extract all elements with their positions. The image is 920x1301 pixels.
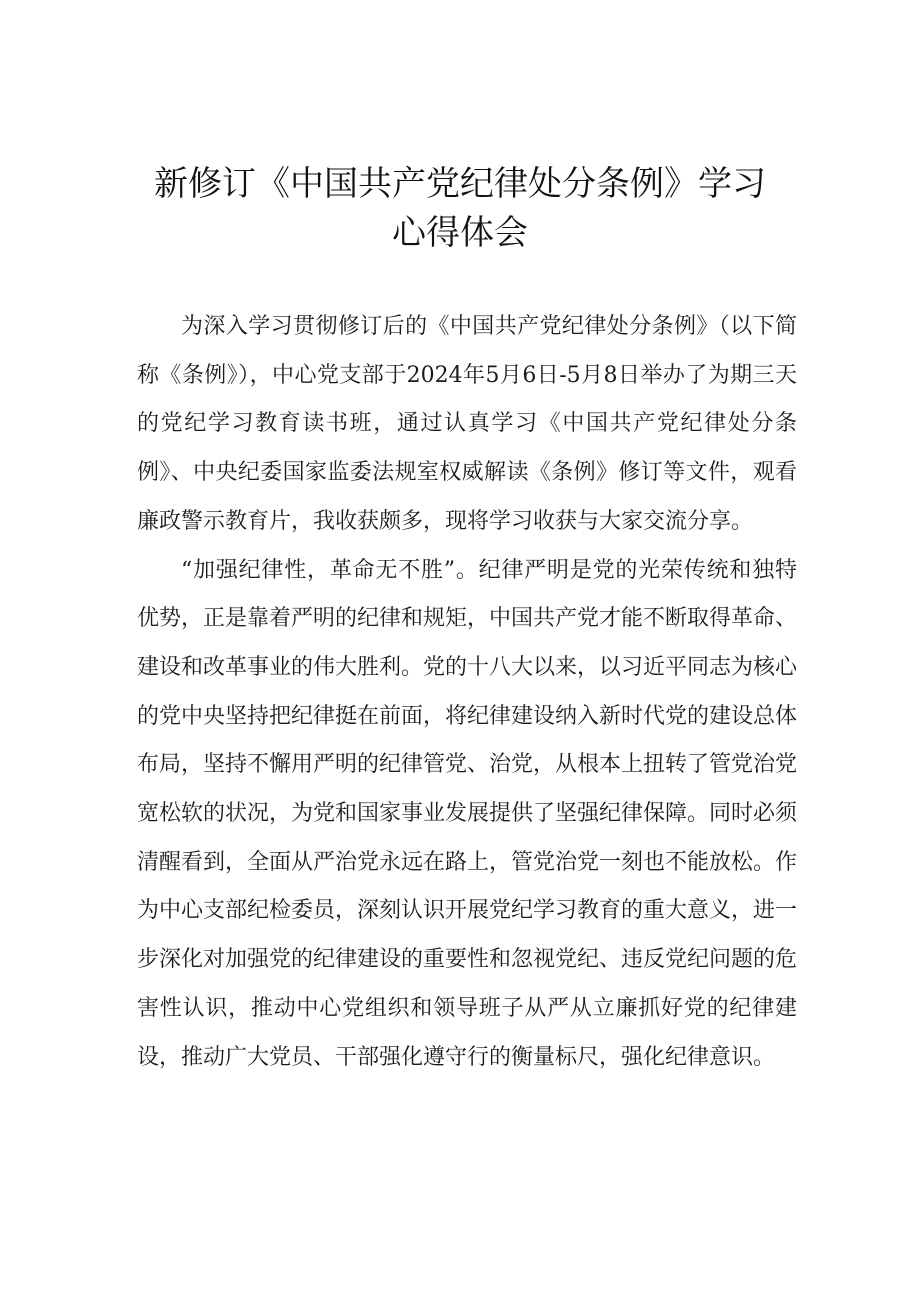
- title-line-2: 心得体会: [392, 213, 528, 253]
- document-body: [137, 303, 797, 1082]
- title-line-1: 新修订《中国共产党纪律处分条例》学习: [154, 164, 766, 204]
- paragraph-2: “加强纪律性，革命无不胜”。纪律严明是党的光荣传统和独特优势，正是靠着严明的纪律和规矩，中国共产党才能不断取得革命、建设和改革事业的伟大胜利。党的十八大以来，以习近平同志为核心的党中央坚持把纪律挺在前面，将纪律建设纳入新时代党的建设总体布局，坚持不懈用严明的纪律管党、治党，从根本上扭转了管党治党宽松软的状况，为党和国家事业发展提供了坚强纪律保障。同时必须清醒看到，全面从严治党永远在路上，管党治党一刻也不能放松。作为中心支部纪检委员，深刻认识开展党纪学习教育的重大意义，进一步深化对加强党的纪律建设的重要性和忽视党纪、违反党纪问题的危害性认识，推动中心党组织和领导班子从严从立廉抓好党的纪律建设，推动广大党员、干部强化遵守行的衡量标尺，强化纪律意识。: [137, 557, 798, 1070]
- document-title: [130, 160, 790, 258]
- paragraph-1: 为深入学习贯彻修订后的《中国共产党纪律处分条例》（以下简称《条例》），中心党支部于2024年5月6日-5月8日举办了为期三天的党纪学习教育读书班，通过认真学习《中国共产党纪律处分条例》、中央纪委国家监委法规室权威解读《条例》修订等文件，观看廉政警示教育片，我收获颇多，现将学习收获与大家交流分享。: [137, 314, 797, 534]
